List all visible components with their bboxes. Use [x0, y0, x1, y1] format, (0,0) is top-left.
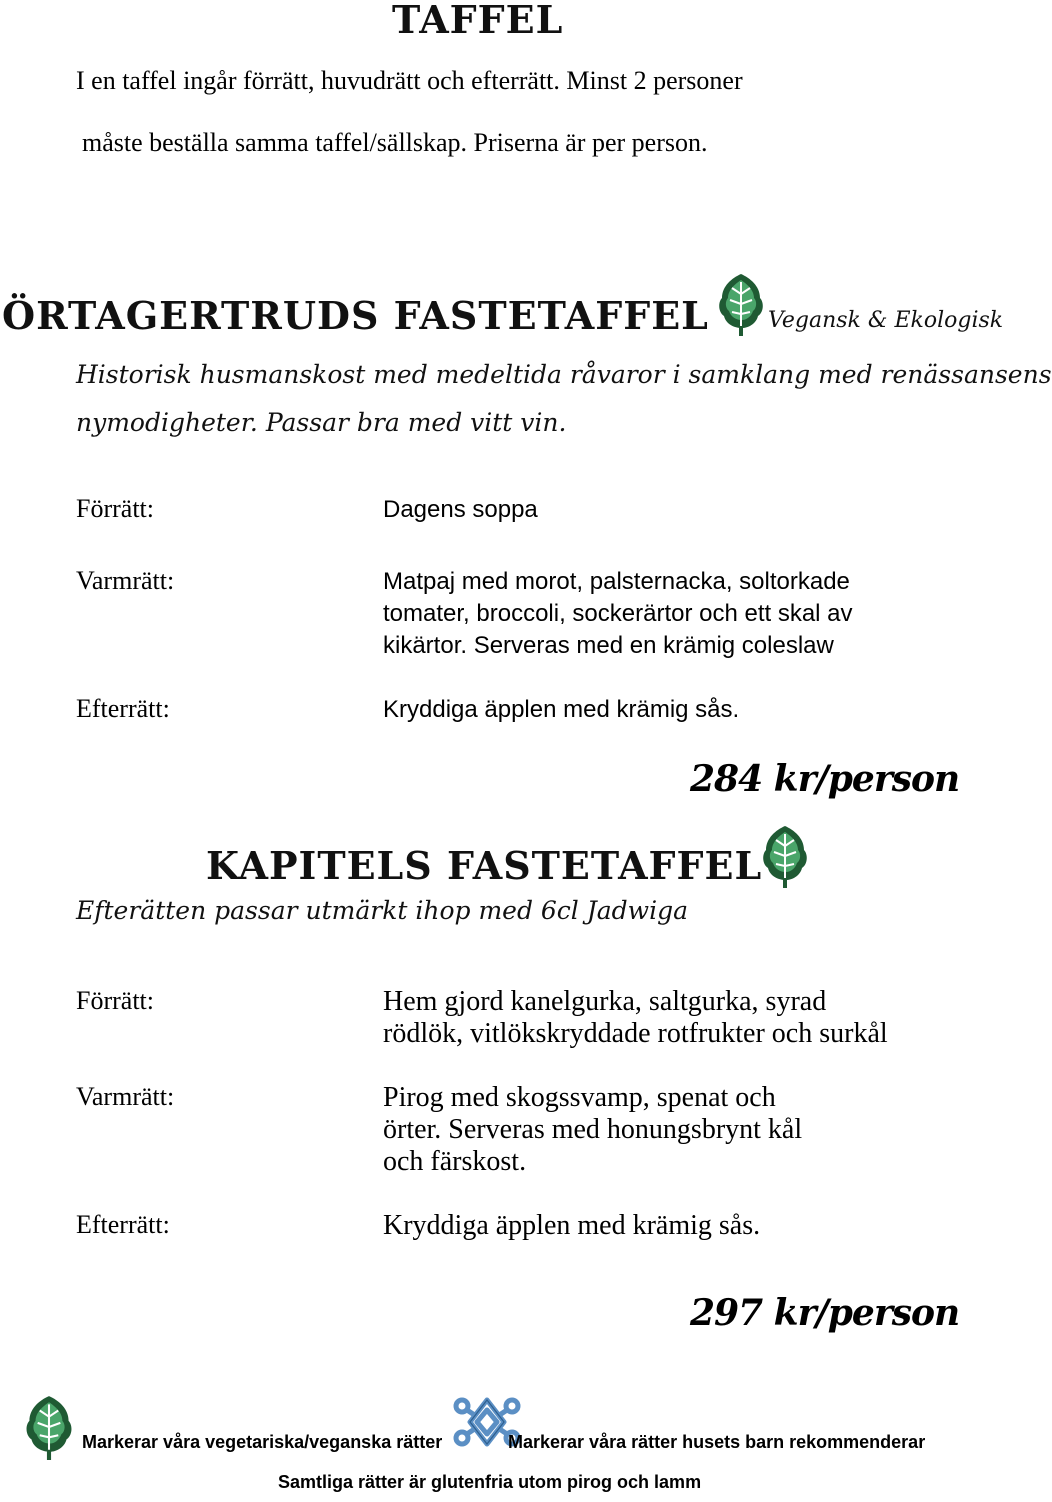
- dish-line: Hem gjord kanelgurka, saltgurka, syrad: [383, 986, 827, 1017]
- oak-leaf-icon: [22, 1394, 76, 1460]
- menu1-course-label-main: Varmrätt:: [76, 566, 175, 595]
- dish-line: och färskost.: [383, 1146, 527, 1177]
- menu2-description: Efterätten passar utmärkt ihop med 6cl Jadwiga: [76, 896, 688, 925]
- menu2-title: KAPITELS FASTETAFFEL: [206, 843, 763, 888]
- menu1-description-line-2: nymodigheter. Passar bra med vitt vin.: [76, 408, 567, 437]
- legend-vegetarian-label: Markerar våra vegetariska/veganska rätter: [82, 1432, 443, 1452]
- dish-line: tomater, broccoli, sockerärtor och ett skal av: [383, 600, 853, 627]
- menu2-course-dish-main: [383, 1082, 802, 1178]
- menu1-description-line-1: Historisk husmanskost med medeltida råvaror i samklang med renässansens: [76, 360, 1052, 389]
- dish-line: Kryddiga äpplen med krämig sås.: [383, 1210, 761, 1241]
- dish-line: Kryddiga äpplen med krämig sås.: [383, 696, 740, 723]
- dish-line: Dagens soppa: [383, 496, 538, 523]
- dish-line: örter. Serveras med honungsbrynt kål: [383, 1114, 803, 1145]
- dish-line: rödlök, vitlökskryddade rotfrukter och surkål: [383, 1018, 888, 1049]
- menu1-course-dish-dessert: [383, 694, 739, 726]
- menu2-price: 297 kr/person: [690, 1292, 960, 1334]
- legend-kids-label: Markerar våra rätter husets barn rekommenderar: [508, 1432, 926, 1452]
- oak-leaf-icon: [760, 824, 810, 888]
- menu2-course-label-starter: Förrätt:: [76, 986, 154, 1015]
- menu2-course-dish-dessert: [383, 1210, 760, 1242]
- dish-line: Matpaj med morot, palsternacka, soltorkade: [383, 568, 850, 595]
- legend-gluten-note: Samtliga rätter är glutenfria utom pirog och lamm: [278, 1472, 702, 1492]
- dish-line: kikärtor. Serveras med en krämig coleslaw: [383, 632, 834, 659]
- menu1-title: ÖRTAGERTRUDS FASTETAFFEL: [2, 293, 709, 338]
- oak-leaf-icon: [716, 272, 766, 336]
- dish-line: Pirog med skogssvamp, spenat och: [383, 1082, 776, 1113]
- intro-line-2: måste beställa samma taffel/sällskap. Priserna är per person.: [82, 128, 708, 157]
- menu2-course-label-main: Varmrätt:: [76, 1082, 175, 1111]
- menu1-course-dish-main: [383, 566, 853, 662]
- menu1-course-dish-starter: [383, 494, 538, 526]
- menu1-tag: Vegansk & Ekologisk: [768, 308, 1004, 333]
- intro-line-1: I en taffel ingår förrätt, huvudrätt och efterrätt. Minst 2 personer: [76, 66, 743, 95]
- menu1-course-label-starter: Förrätt:: [76, 494, 154, 523]
- menu2-course-dish-starter: [383, 986, 888, 1050]
- menu2-course-label-dessert: Efterrätt:: [76, 1210, 170, 1239]
- page-title: TAFFEL: [392, 0, 564, 42]
- menu1-course-label-dessert: Efterrätt:: [76, 694, 170, 723]
- menu1-price: 284 kr/person: [690, 758, 960, 800]
